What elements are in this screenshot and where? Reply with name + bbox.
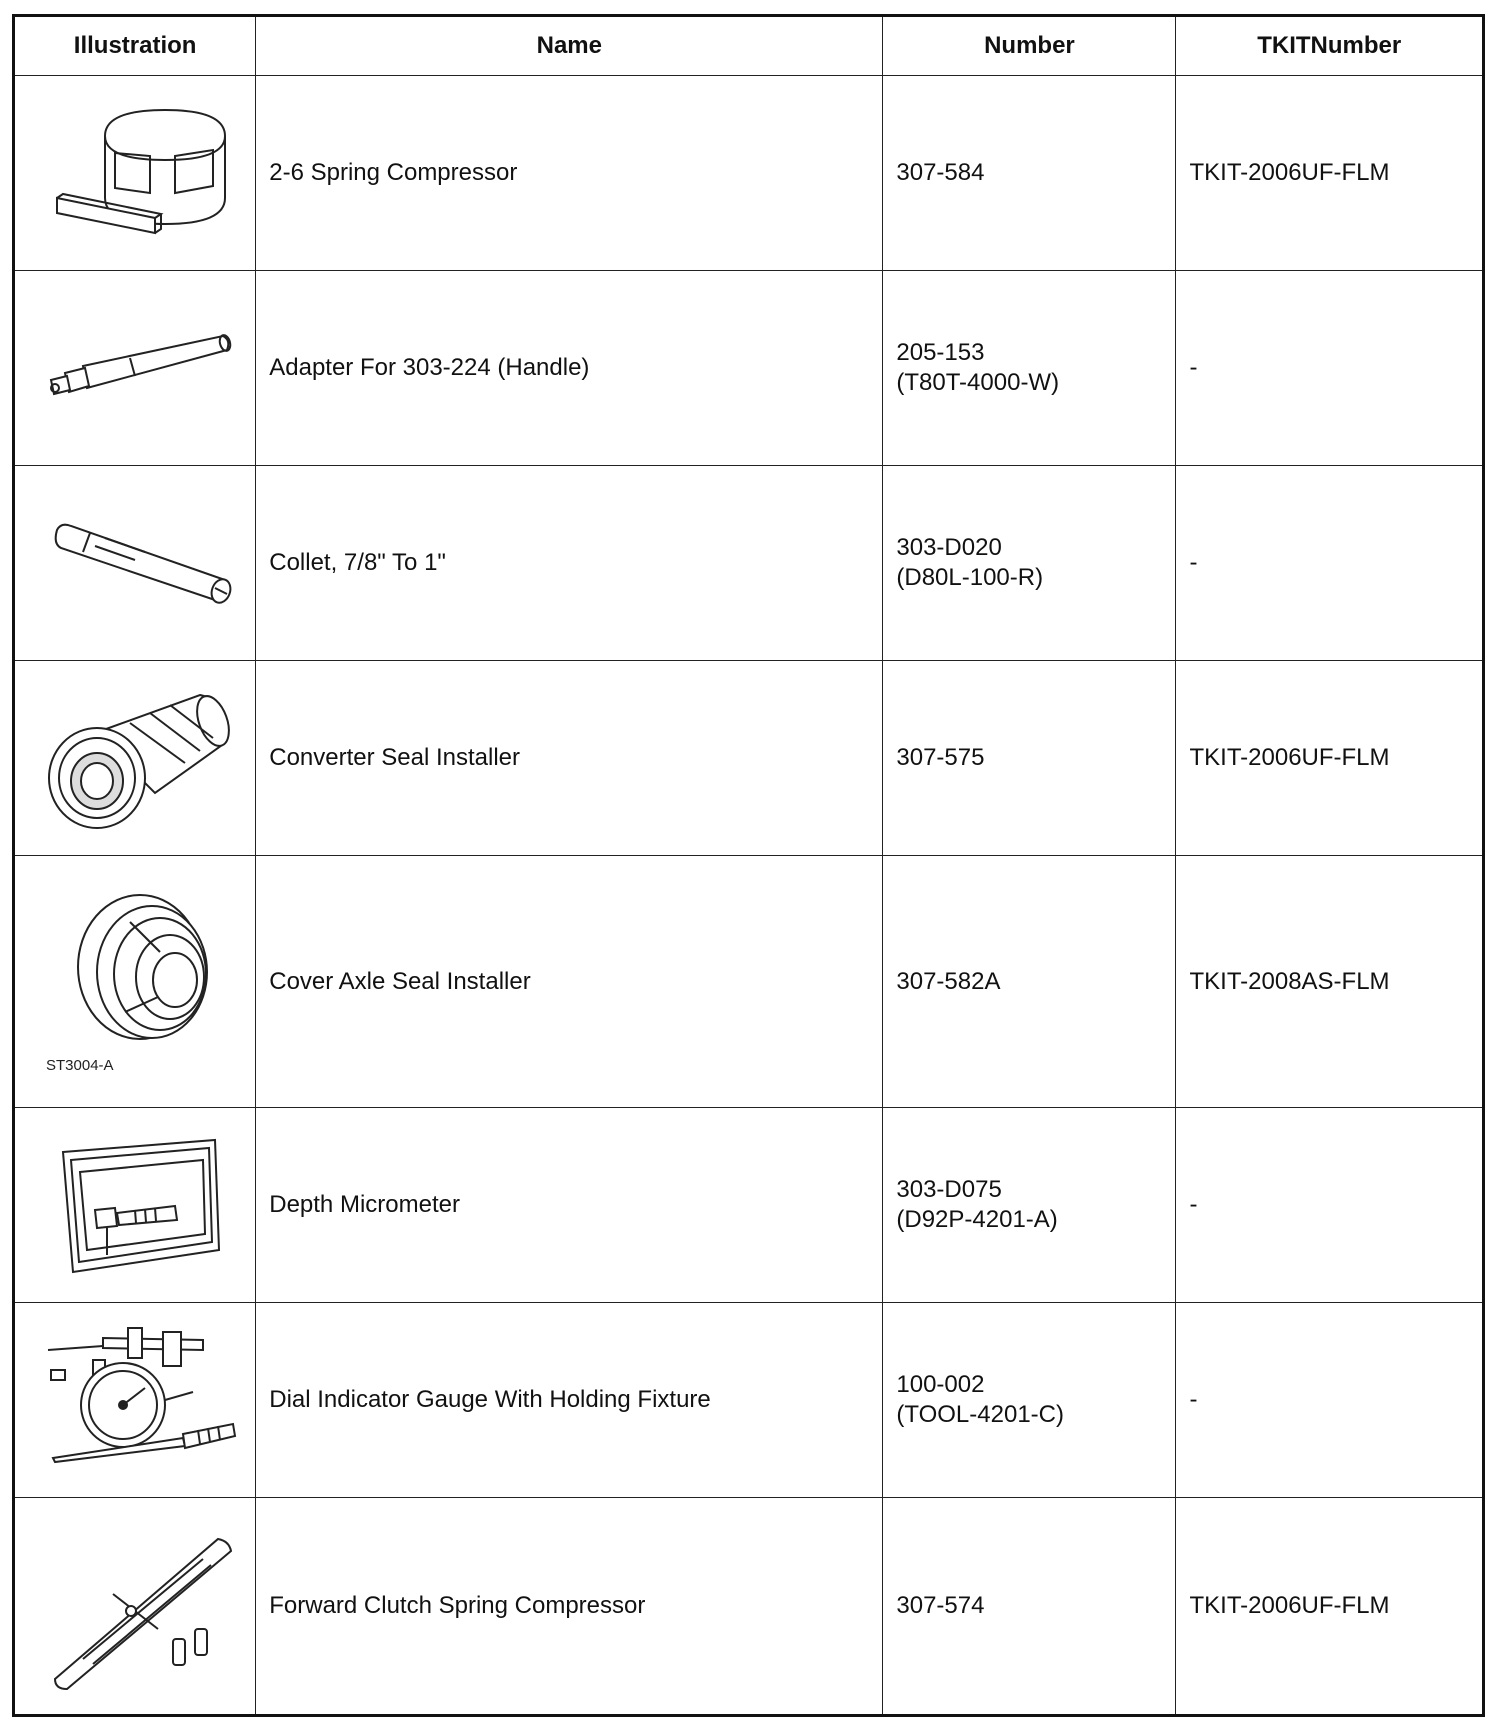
tool-number-primary: 307-584	[896, 158, 985, 186]
header-tkit-number: TKITNumber	[1176, 16, 1484, 76]
illustration-cell	[14, 76, 256, 271]
tool-number-primary: 100-002	[896, 1371, 985, 1399]
table-row	[14, 76, 1484, 271]
header-illustration: Illustration	[14, 16, 256, 76]
illustration-cell	[14, 270, 256, 465]
header-row	[14, 16, 1484, 76]
table-row	[14, 465, 1484, 660]
tool-number-primary: 303-D075	[896, 1176, 1002, 1204]
dial-indicator-icon	[33, 1320, 238, 1480]
tool-name: Forward Clutch Spring Compressor	[256, 1498, 883, 1716]
tool-number	[883, 76, 1176, 271]
handle-adapter-icon	[35, 318, 235, 418]
tool-name: Adapter For 303-224 (Handle)	[256, 270, 883, 465]
tool-number	[883, 855, 1176, 1108]
special-tools-table	[12, 14, 1485, 1717]
illustration-cell	[14, 1498, 256, 1716]
tool-number-primary: 307-574	[896, 1592, 985, 1620]
tool-number-legacy: (TOOL-4201-C)	[896, 1401, 1064, 1429]
tool-name: Dial Indicator Gauge With Holding Fixture	[256, 1303, 883, 1498]
header-number: Number	[883, 16, 1176, 76]
tool-number-primary: 303-D020	[896, 533, 1002, 561]
table-row	[14, 660, 1484, 855]
converter-seal-installer-icon	[35, 683, 235, 833]
axle-seal-installer-icon	[30, 882, 240, 1082]
tkit-number: -	[1176, 1303, 1484, 1498]
tool-number	[883, 270, 1176, 465]
tool-number-primary: 307-575	[896, 743, 985, 771]
tool-number	[883, 1498, 1176, 1716]
table-row	[14, 855, 1484, 1108]
table-row	[14, 1303, 1484, 1498]
tool-name: Depth Micrometer	[256, 1108, 883, 1303]
tkit-number: TKIT-2006UF-FLM	[1176, 660, 1484, 855]
tool-number-legacy: (T80T-4000-W)	[896, 368, 1060, 396]
illustration-cell	[14, 855, 256, 1108]
tool-name: 2-6 Spring Compressor	[256, 76, 883, 271]
tkit-number: -	[1176, 270, 1484, 465]
tkit-number: -	[1176, 465, 1484, 660]
tool-name: Collet, 7/8" To 1"	[256, 465, 883, 660]
illustration-cell	[14, 1303, 256, 1498]
tkit-number: TKIT-2006UF-FLM	[1176, 76, 1484, 271]
illustration-cell	[14, 660, 256, 855]
table-row	[14, 270, 1484, 465]
header-name: Name	[256, 16, 883, 76]
tkit-number: -	[1176, 1108, 1484, 1303]
depth-micrometer-icon	[35, 1130, 235, 1280]
tkit-number: TKIT-2006UF-FLM	[1176, 1498, 1484, 1716]
tool-number-primary: 307-582A	[896, 967, 1001, 995]
illustration-caption: ST3004-A	[46, 1056, 114, 1074]
tool-number	[883, 660, 1176, 855]
tool-name: Converter Seal Installer	[256, 660, 883, 855]
tool-number	[883, 465, 1176, 660]
tool-number	[883, 1108, 1176, 1303]
illustration-cell	[14, 1108, 256, 1303]
illustration-cell	[14, 465, 256, 660]
table-row	[14, 1108, 1484, 1303]
tool-number	[883, 1303, 1176, 1498]
tool-number-primary: 205-153	[896, 338, 985, 366]
spring-compressor-icon	[35, 98, 235, 248]
tkit-number: TKIT-2008AS-FLM	[1176, 855, 1484, 1108]
table-row	[14, 1498, 1484, 1716]
tool-number-legacy: (D92P-4201-A)	[896, 1206, 1058, 1234]
tool-name: Cover Axle Seal Installer	[256, 855, 883, 1108]
tool-number-legacy: (D80L-100-R)	[896, 563, 1044, 591]
collet-icon	[35, 508, 235, 618]
clutch-spring-compressor-icon	[33, 1519, 238, 1694]
